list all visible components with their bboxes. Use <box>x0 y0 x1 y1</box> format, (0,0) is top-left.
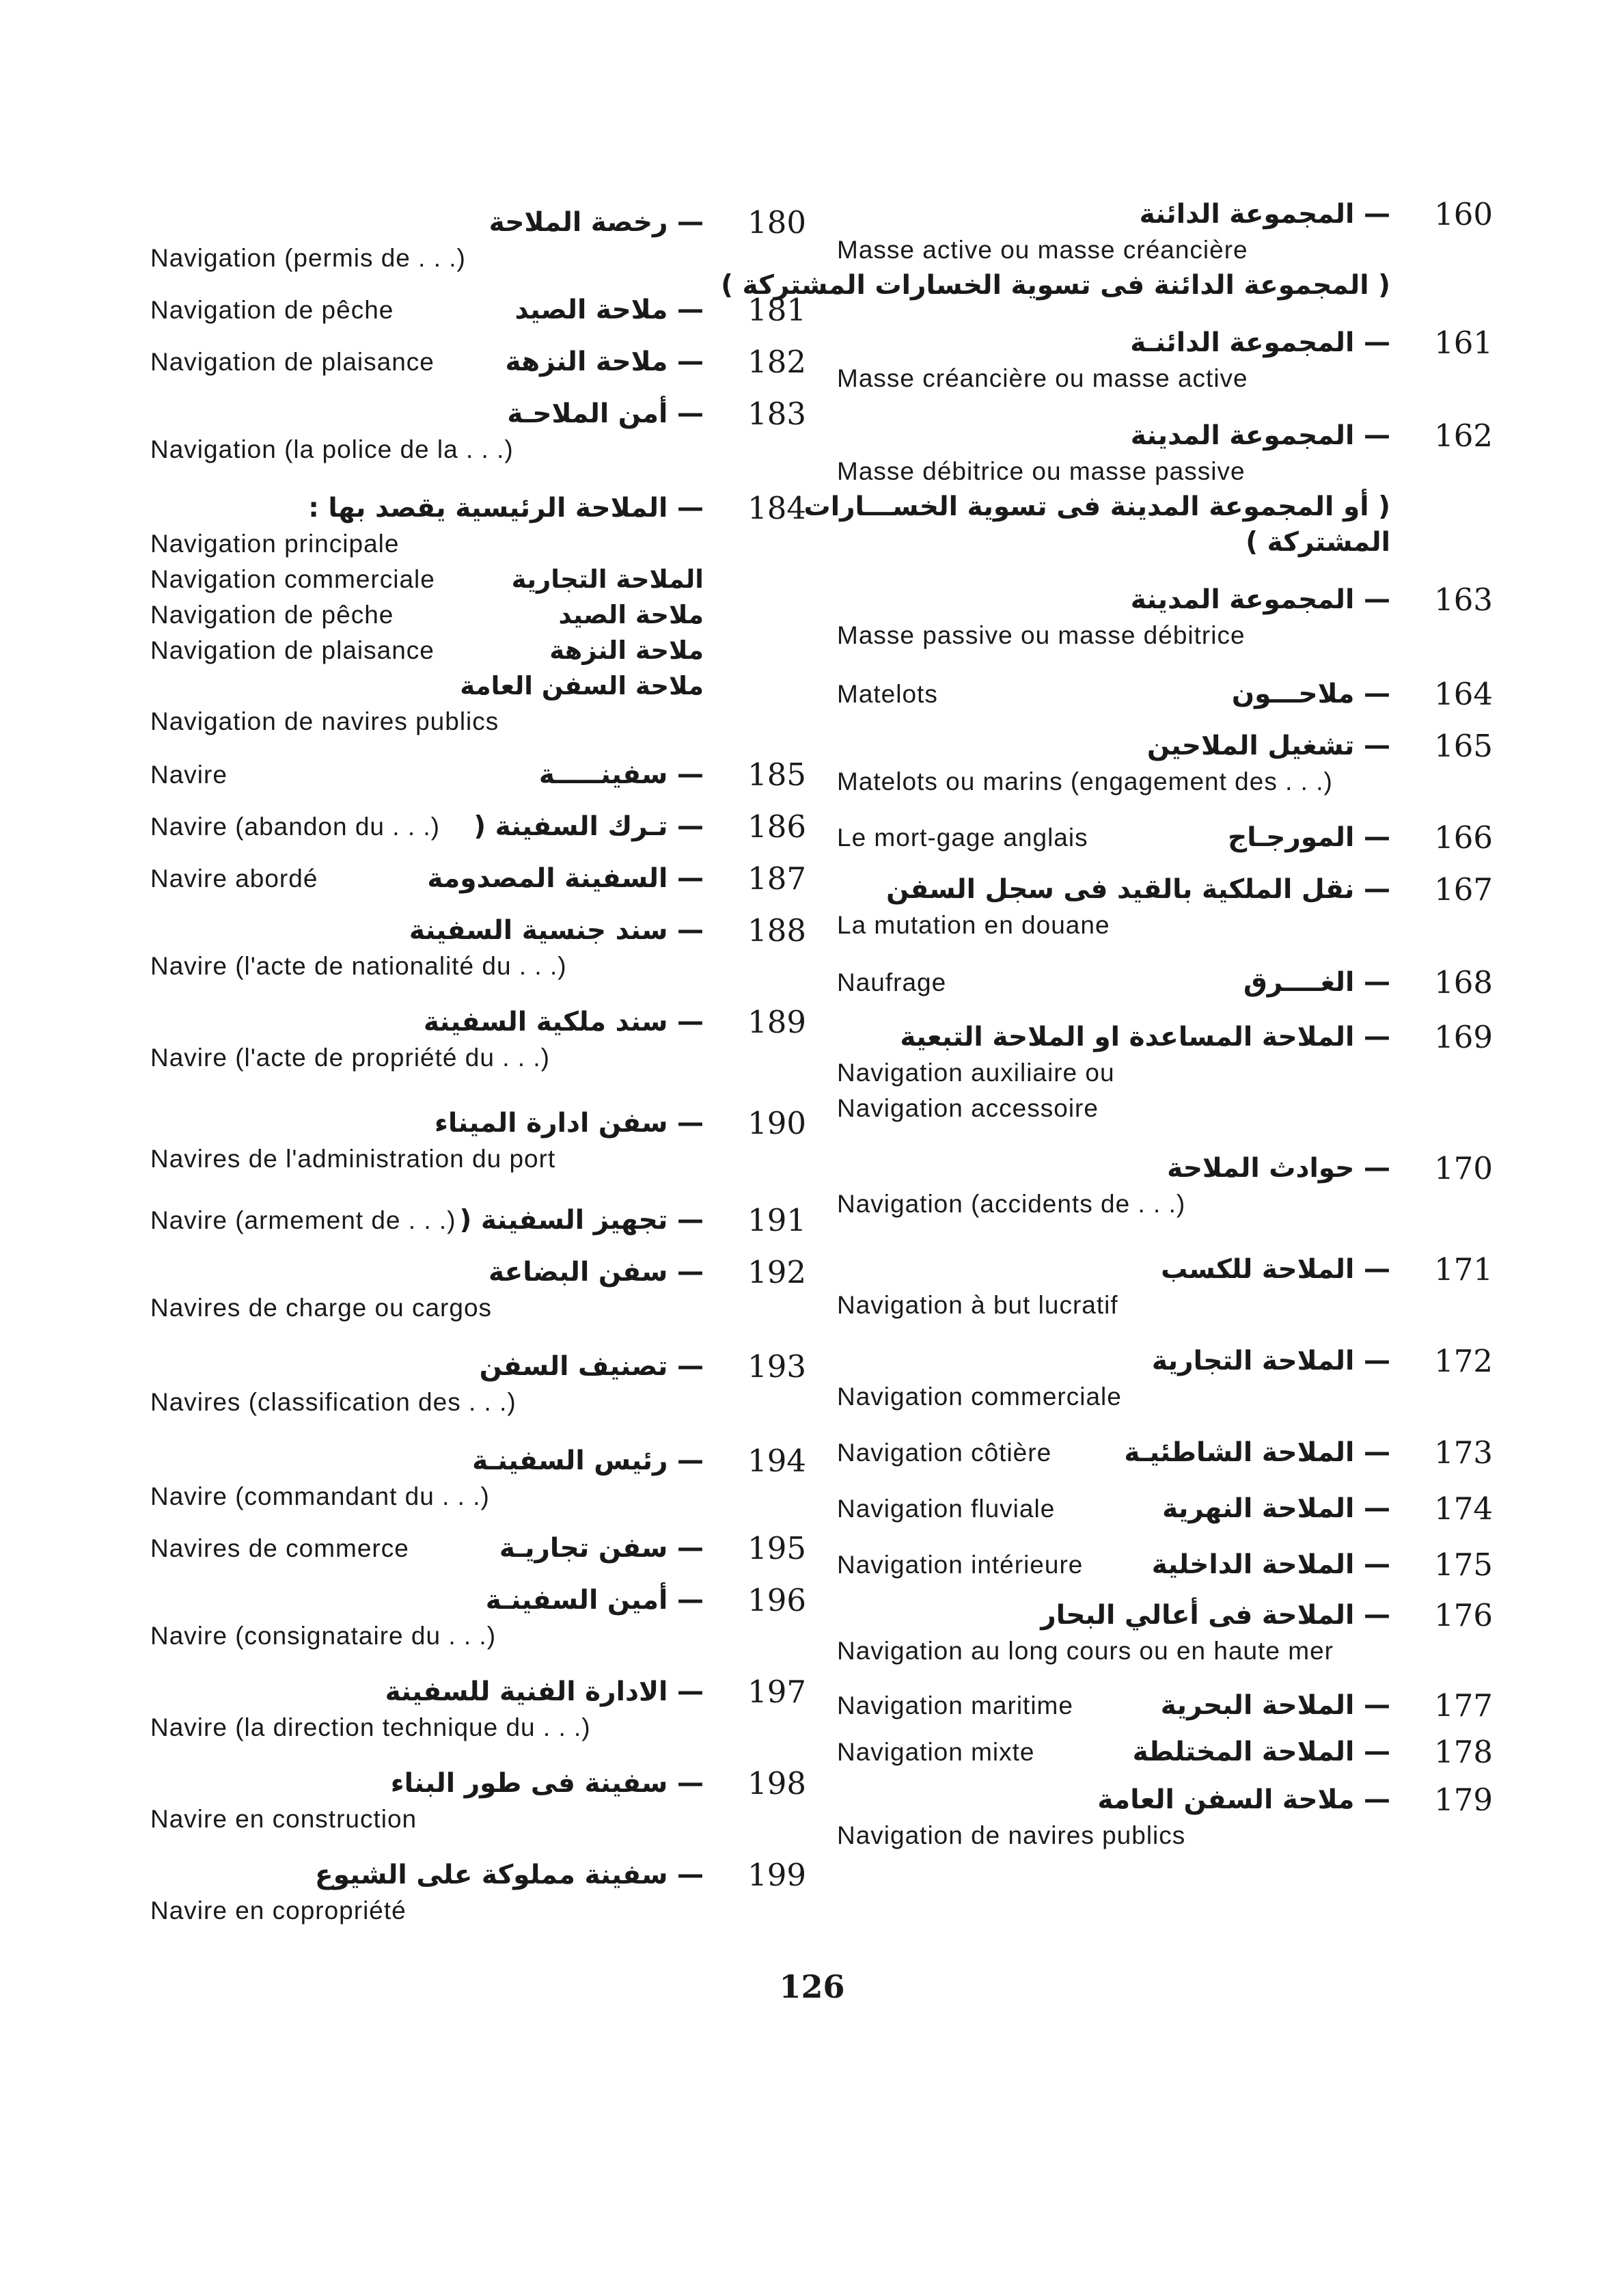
sub-item <box>150 668 806 704</box>
entry-number: 165 <box>1434 728 1493 764</box>
entry-number: 166 <box>1434 819 1493 856</box>
french-line <box>150 1290 806 1326</box>
french-line <box>150 1618 806 1654</box>
entry-head <box>150 1766 806 1802</box>
french-term: Masse créancière ou masse active <box>837 364 1248 392</box>
entry-head <box>150 809 806 845</box>
sub-item <box>150 704 806 739</box>
arabic-term: — تشغيل الملاحين <box>1146 731 1390 761</box>
entry-head <box>150 1255 806 1290</box>
sub-item <box>150 597 806 633</box>
glossary-entry <box>150 491 806 739</box>
french-term: Masse débitrice ou masse passive <box>837 457 1245 485</box>
entry-head <box>837 1491 1493 1527</box>
entry-head <box>837 1151 1493 1186</box>
arabic-term: — سفينـــــة <box>538 759 704 790</box>
arabic-note: ( المجموعة الدائنة فى تسوية الخسارات المشتركة ) <box>721 270 1390 301</box>
arabic-term: — حوادث الملاحة <box>1167 1153 1390 1184</box>
entry-head <box>837 1252 1493 1288</box>
entry-head <box>837 1020 1493 1055</box>
entry-number: 172 <box>1434 1343 1493 1379</box>
french-term: Navigation au long cours ou en haute mer <box>837 1637 1334 1665</box>
entry-number: 193 <box>747 1348 806 1385</box>
arabic-term: — الملاحة فى أعالي البحار <box>1041 1600 1390 1631</box>
french-term: Navigation auxiliaire ou <box>837 1059 1115 1087</box>
french-term: Navire (commandant du . . .) <box>150 1482 490 1510</box>
french-line <box>837 1379 1493 1415</box>
arabic-term: — تصنيف السفن <box>479 1351 704 1382</box>
sub-arabic-term: الملاحة التجارية <box>511 565 704 594</box>
glossary-entry <box>837 820 1493 856</box>
arabic-term: — رئيس السفينـة <box>472 1445 704 1476</box>
glossary-entry <box>837 1020 1493 1126</box>
french-line <box>150 1385 806 1420</box>
french-term: Masse active ou masse créancière <box>837 236 1248 264</box>
french-term: Navires (classification des . . .) <box>150 1388 517 1416</box>
entry-number: 161 <box>1434 325 1493 361</box>
entry-number: 177 <box>1434 1687 1493 1724</box>
arabic-term: — المجموعة المدينة <box>1130 420 1390 451</box>
arabic-term: — الملاحة الداخلية <box>1151 1549 1390 1580</box>
arabic-term: — تجهيز السفينة ( <box>459 1205 704 1236</box>
sub-item <box>150 633 806 668</box>
glossary-entry <box>837 325 1493 396</box>
arabic-term: — المجموعة الدائنـة <box>1130 327 1390 358</box>
glossary-entry <box>150 1255 806 1326</box>
french-term: Navire (l'acte de nationalité du . . .) <box>150 952 567 980</box>
french-term: Navigation côtière <box>837 1439 1052 1467</box>
arabic-term: — سفن ادارة الميناء <box>434 1108 704 1139</box>
glossary-entry <box>837 677 1493 712</box>
arabic-term: — تـرك السفينة ( <box>473 811 704 842</box>
french-term: Masse passive ou masse débitrice <box>837 621 1245 649</box>
arabic-term: — الغــــرق <box>1243 967 1390 998</box>
french-line <box>837 454 1493 489</box>
french-line <box>150 949 806 984</box>
glossary-entry <box>150 396 806 467</box>
arabic-term: — الملاحة الرئيسية يقصد بها : <box>308 493 704 524</box>
entry-head <box>837 197 1493 232</box>
french-line <box>837 361 1493 396</box>
arabic-term: — المورجـاج <box>1228 822 1390 853</box>
french-term: Navire (abandon du . . .) <box>150 813 440 841</box>
entry-head <box>150 205 806 241</box>
entry-number: 171 <box>1434 1251 1493 1288</box>
french-line <box>837 1288 1493 1323</box>
entry-head <box>837 965 1493 1001</box>
sub-item <box>150 562 806 597</box>
entry-number: 195 <box>747 1530 806 1566</box>
french-term: Navire en construction <box>150 1805 417 1833</box>
entry-head <box>837 1782 1493 1818</box>
entry-number: 199 <box>747 1857 806 1893</box>
glossary-entry <box>150 913 806 984</box>
arabic-note: المشتركة ) <box>1245 527 1390 558</box>
french-line <box>150 1479 806 1514</box>
glossary-entry <box>150 757 806 793</box>
entry-number: 179 <box>1434 1782 1493 1818</box>
entry-head <box>150 861 806 897</box>
glossary-entry <box>837 1688 1493 1724</box>
french-line <box>150 241 806 276</box>
french-line <box>150 1893 806 1929</box>
arabic-term: — سند ملكية السفينة <box>423 1007 704 1037</box>
entry-number: 178 <box>1434 1734 1493 1770</box>
sub-arabic-term: ملاحة السفن العامة <box>460 671 704 701</box>
french-term: Navire en copropriété <box>150 1896 407 1925</box>
glossary-entry <box>837 965 1493 1001</box>
entry-number: 169 <box>1434 1019 1493 1055</box>
glossary-entry <box>150 1443 806 1514</box>
entry-head <box>837 1435 1493 1471</box>
french-term: Navigation à but lucratif <box>837 1291 1118 1319</box>
french-term: Navires de charge ou cargos <box>150 1294 493 1322</box>
glossary-entry <box>150 205 806 276</box>
french-term: Navigation intérieure <box>837 1551 1084 1579</box>
glossary-entry <box>837 1344 1493 1415</box>
entry-number: 198 <box>747 1765 806 1802</box>
entry-head <box>837 1688 1493 1724</box>
glossary-entry <box>837 1435 1493 1471</box>
french-term: Navigation principale <box>150 530 400 558</box>
entry-number: 183 <box>747 396 806 432</box>
entry-number: 189 <box>747 1004 806 1040</box>
glossary-entry <box>150 1583 806 1654</box>
entry-number: 163 <box>1434 582 1493 618</box>
entry-number: 175 <box>1434 1547 1493 1583</box>
glossary-entry <box>150 1531 806 1566</box>
arabic-note-line <box>803 489 1493 525</box>
french-term: Navire (armement de . . .) <box>150 1206 456 1234</box>
entry-head <box>150 1858 806 1893</box>
entry-number: 184 <box>747 490 806 526</box>
french-term: Navire (consignataire du . . .) <box>150 1622 497 1650</box>
arabic-term: — سفن تجاريـة <box>499 1533 704 1564</box>
arabic-term: — ملاحـــون <box>1231 679 1390 709</box>
french-term: Navigation de pêche <box>150 296 394 324</box>
french-term: Naufrage <box>837 968 947 996</box>
arabic-term: — السفينة المصدومة <box>427 863 704 894</box>
arabic-term: — المجموعة الدائنة <box>1139 199 1390 230</box>
french-term: Navigation accessoire <box>837 1094 1099 1122</box>
arabic-term: — نقل الملكية بالقيد فى سجل السفن <box>886 874 1390 905</box>
sub-arabic-term: ملاحة النزهة <box>549 636 704 665</box>
entry-head <box>837 1598 1493 1633</box>
entry-number: 174 <box>1434 1491 1493 1527</box>
french-term: Navigation mixte <box>837 1738 1035 1766</box>
french-line <box>837 1633 1493 1669</box>
entry-head <box>837 820 1493 856</box>
entry-head <box>837 1735 1493 1770</box>
glossary-entry <box>837 1735 1493 1770</box>
entry-number: 188 <box>747 912 806 949</box>
arabic-term: — سفن البضاعة <box>488 1257 704 1288</box>
entry-number: 168 <box>1434 964 1493 1001</box>
french-term: Navire (l'acte de propriété du . . .) <box>150 1044 550 1072</box>
arabic-term: — الملاحة الشاطئيـة <box>1124 1437 1390 1468</box>
arabic-term: — الملاحة البحرية <box>1160 1690 1390 1721</box>
entry-head <box>837 1344 1493 1379</box>
entry-head <box>150 1531 806 1566</box>
french-term: Navigation de navires publics <box>837 1821 1186 1849</box>
entry-head <box>150 1349 806 1385</box>
french-term: Navigation (accidents de . . .) <box>837 1190 1186 1218</box>
entry-number: 170 <box>1434 1150 1493 1186</box>
french-line <box>837 764 1493 800</box>
arabic-term: — ملاحة النزهة <box>505 346 704 377</box>
arabic-term: — الملاحة النهرية <box>1162 1493 1390 1524</box>
glossary-entry <box>150 1858 806 1929</box>
french-term: La mutation en douane <box>837 911 1110 939</box>
arabic-term: — الملاحة المساعدة او الملاحة التبعية <box>900 1022 1390 1052</box>
french-line <box>837 618 1493 653</box>
entry-number: 180 <box>747 204 806 241</box>
entry-number: 164 <box>1434 676 1493 712</box>
entry-head <box>150 344 806 380</box>
arabic-term: — سفينة مملوكة على الشيوع <box>315 1860 704 1890</box>
glossary-entry <box>150 1106 806 1177</box>
french-line <box>150 1040 806 1076</box>
arabic-term: — الملاحة للكسب <box>1161 1254 1390 1285</box>
arabic-term: — الملاحة المختلطة <box>1132 1737 1390 1767</box>
entry-number: 185 <box>747 757 806 793</box>
sub-french-term: Navigation de pêche <box>150 601 394 629</box>
entry-number: 162 <box>1434 418 1493 454</box>
entry-head <box>150 1106 806 1141</box>
arabic-term: — الملاحة التجارية <box>1151 1346 1390 1376</box>
entry-number: 192 <box>747 1254 806 1290</box>
arabic-note-line <box>721 268 1493 303</box>
entry-head <box>150 913 806 949</box>
entry-number: 196 <box>747 1582 806 1618</box>
entry-head <box>837 418 1493 454</box>
entry-head <box>837 325 1493 361</box>
entry-number: 194 <box>747 1443 806 1479</box>
glossary-entry <box>837 1598 1493 1669</box>
entry-head <box>837 1547 1493 1583</box>
glossary-entry <box>150 293 806 328</box>
entry-head <box>150 491 806 526</box>
french-line <box>150 1141 806 1177</box>
entry-head <box>150 1674 806 1710</box>
arabic-term: — أمين السفينـة <box>485 1585 704 1616</box>
entry-head <box>150 1005 806 1040</box>
sub-french-term: Navigation commerciale <box>150 565 435 593</box>
entry-head <box>150 1203 806 1238</box>
french-line <box>837 1091 1493 1126</box>
french-line <box>150 1802 806 1837</box>
entry-number: 190 <box>747 1105 806 1141</box>
entry-head <box>150 1443 806 1479</box>
french-term: Navigation commerciale <box>837 1383 1122 1411</box>
french-term: Navire <box>150 761 228 789</box>
entry-number: 187 <box>747 860 806 897</box>
sub-french-term: Navigation de plaisance <box>150 636 435 664</box>
entry-head <box>150 396 806 432</box>
glossary-entry <box>837 582 1493 653</box>
glossary-entry <box>837 1151 1493 1222</box>
french-term: Matelots <box>837 680 938 708</box>
french-term: Navigation de plaisance <box>150 348 435 376</box>
arabic-note: ( أو المجموعة المدينة فى تسوية الخســـارات <box>803 491 1390 522</box>
entry-number: 176 <box>1434 1597 1493 1633</box>
arabic-note-line <box>837 525 1493 560</box>
french-term: Le mort-gage anglais <box>837 824 1088 852</box>
arabic-term: — ملاحة السفن العامة <box>1097 1784 1390 1815</box>
glossary-entry <box>803 418 1493 560</box>
french-term: Navigation maritime <box>837 1691 1073 1719</box>
glossary-entry <box>150 861 806 897</box>
entry-number: 182 <box>747 344 806 380</box>
french-term: Navigation (permis de . . .) <box>150 244 466 272</box>
entry-head <box>837 729 1493 764</box>
arabic-term: — الادارة الفنية للسفينة <box>385 1676 704 1707</box>
french-line <box>837 908 1493 943</box>
glossary-entry <box>150 1674 806 1745</box>
french-term: Navires de commerce <box>150 1534 409 1562</box>
glossary-entry <box>150 1349 806 1420</box>
glossary-entry <box>150 809 806 845</box>
entry-number: 191 <box>747 1202 806 1238</box>
glossary-entry <box>150 344 806 380</box>
entry-head <box>837 677 1493 712</box>
page-number: 126 <box>779 1968 845 2005</box>
french-term: Navire abordé <box>150 865 318 893</box>
entry-number: 167 <box>1434 871 1493 908</box>
arabic-term: — سند جنسية السفينة <box>409 915 704 946</box>
glossary-entry <box>837 1782 1493 1853</box>
glossary-entry <box>837 729 1493 800</box>
entry-head <box>150 1583 806 1618</box>
entry-head <box>837 582 1493 618</box>
french-term: Navires de l'administration du port <box>150 1145 556 1173</box>
entry-number: 173 <box>1434 1435 1493 1471</box>
arabic-term: — المجموعة المدينة <box>1130 584 1390 615</box>
entry-head <box>150 293 806 328</box>
french-line <box>837 1186 1493 1222</box>
sub-arabic-term: ملاحة الصيد <box>558 600 704 629</box>
french-line <box>150 1710 806 1745</box>
glossary-entry <box>150 1203 806 1238</box>
french-term: Navigation fluviale <box>837 1495 1056 1523</box>
french-term: Navire (la direction technique du . . .) <box>150 1713 591 1741</box>
french-line <box>150 432 806 467</box>
french-term: Navigation (la police de la . . .) <box>150 435 514 463</box>
glossary-entry <box>837 1491 1493 1527</box>
entry-number: 160 <box>1434 196 1493 232</box>
arabic-term: — رخصة الملاحة <box>488 207 704 238</box>
entry-number: 197 <box>747 1674 806 1710</box>
entry-number: 181 <box>747 292 806 328</box>
french-term: Matelots ou marins (engagement des . . .) <box>837 767 1333 796</box>
arabic-term: — ملاحة الصيد <box>514 295 704 325</box>
glossary-entry <box>837 872 1493 943</box>
arabic-term: — سفينة فى طور البناء <box>390 1768 704 1799</box>
french-line <box>837 232 1493 268</box>
french-line <box>150 526 806 562</box>
glossary-entry <box>150 1766 806 1837</box>
entry-number: 186 <box>747 808 806 845</box>
glossary-entry <box>837 1547 1493 1583</box>
glossary-entry <box>150 1005 806 1076</box>
french-line <box>837 1818 1493 1853</box>
glossary-entry <box>837 1252 1493 1323</box>
arabic-term: — أمن الملاحـة <box>507 398 704 429</box>
entry-head <box>150 757 806 793</box>
french-line <box>837 1055 1493 1091</box>
left-column <box>150 185 806 1929</box>
entry-head <box>837 872 1493 908</box>
sub-french-term: Navigation de navires publics <box>150 707 499 735</box>
